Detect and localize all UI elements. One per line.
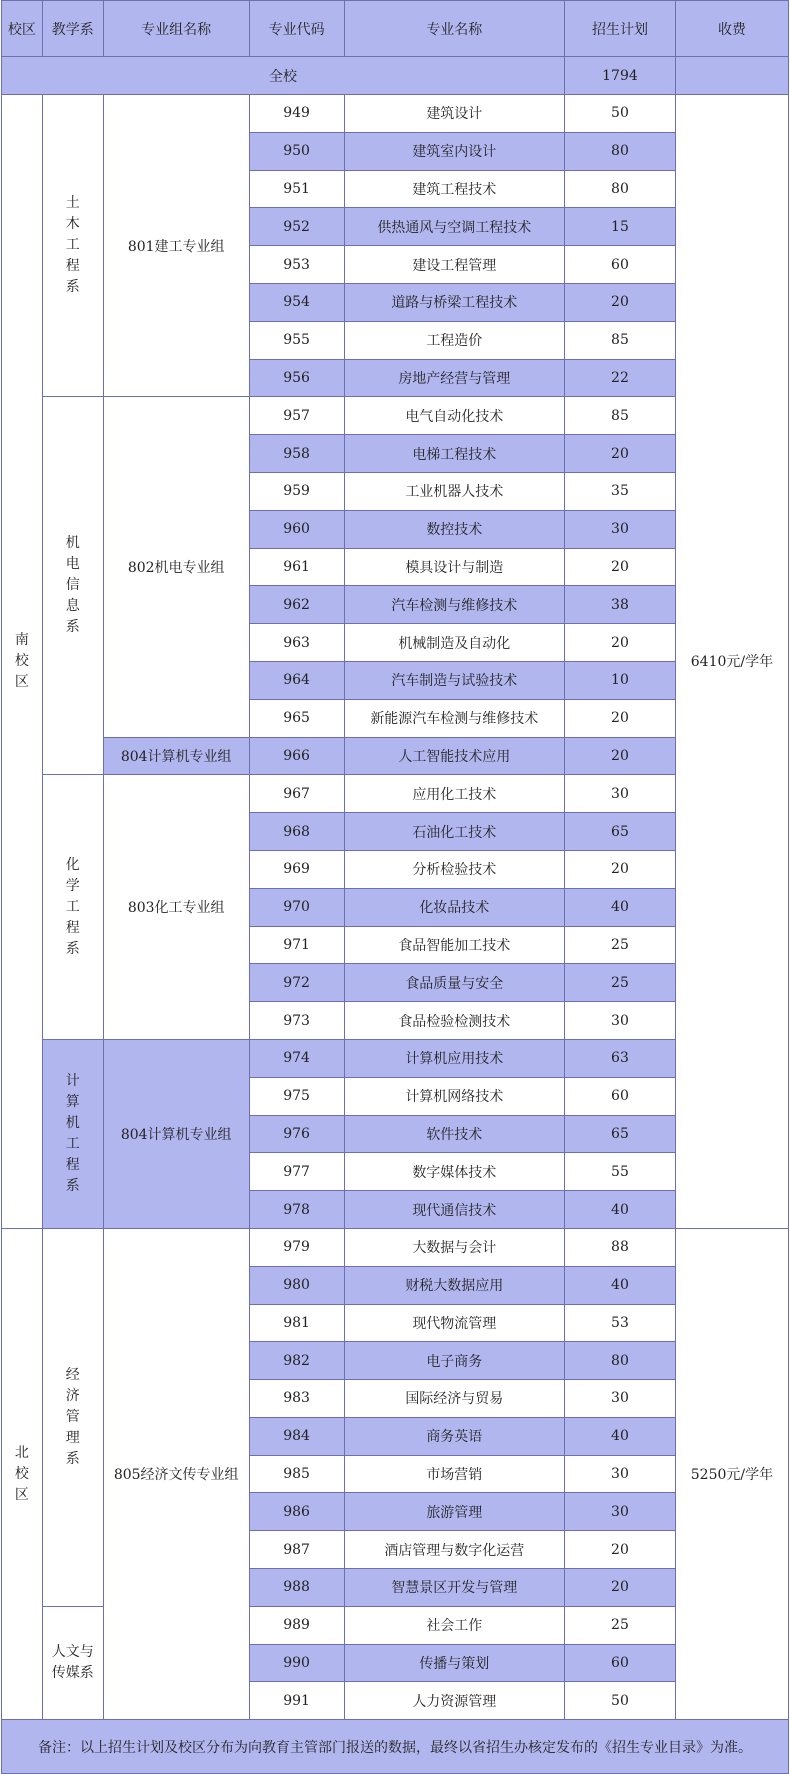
- enrollment-plan-cell: 40: [565, 1266, 676, 1304]
- enrollment-plan-cell: 35: [565, 472, 676, 510]
- department-name-char: 信: [65, 577, 80, 594]
- enrollment-plan-cell: 20: [565, 699, 676, 737]
- major-code-cell: 985: [249, 1455, 344, 1493]
- group-name-cell: 805经济文传专业组: [103, 1228, 249, 1719]
- major-code-cell: 984: [249, 1417, 344, 1455]
- table-row: [2, 737, 789, 775]
- major-name-cell: 数字媒体技术: [344, 1153, 564, 1191]
- major-code-cell: 955: [249, 321, 344, 359]
- major-name-cell: 市场营销: [344, 1455, 564, 1493]
- enrollment-plan-cell: 85: [565, 321, 676, 359]
- major-name-cell: 电气自动化技术: [344, 397, 564, 435]
- enrollment-plan-cell: 80: [565, 132, 676, 170]
- major-code-cell: 991: [249, 1682, 344, 1720]
- enrollment-plan-cell: 30: [565, 775, 676, 813]
- department-name-char: 程: [65, 919, 80, 936]
- total-row: [2, 57, 789, 95]
- major-code-cell: 974: [249, 1039, 344, 1077]
- major-name-cell: 房地产经营与管理: [344, 359, 564, 397]
- table-row: [2, 95, 789, 133]
- major-code-cell: 951: [249, 170, 344, 208]
- major-name-cell: 智慧景区开发与管理: [344, 1569, 564, 1607]
- major-name-cell: 食品检验检测技术: [344, 1002, 564, 1040]
- major-name-cell: 工业机器人技术: [344, 472, 564, 510]
- major-code-cell: 975: [249, 1077, 344, 1115]
- enrollment-plan-cell: 88: [565, 1228, 676, 1266]
- major-name-cell: 人力资源管理: [344, 1682, 564, 1720]
- enrollment-plan-cell: 50: [565, 1682, 676, 1720]
- enrollment-plan-cell: 40: [565, 1417, 676, 1455]
- major-code-cell: 964: [249, 661, 344, 699]
- major-code-cell: 990: [249, 1644, 344, 1682]
- enrollment-plan-cell: 38: [565, 586, 676, 624]
- major-name-cell: 机械制造及自动化: [344, 624, 564, 662]
- header-enrollment-plan: 招生计划: [565, 1, 676, 57]
- department-cell: [42, 1606, 103, 1719]
- major-name-cell: 应用化工技术: [344, 775, 564, 813]
- department-name-char: 济: [65, 1387, 80, 1404]
- major-code-cell: 962: [249, 586, 344, 624]
- major-name-cell: 电梯工程技术: [344, 435, 564, 473]
- enrollment-plan-cell: 10: [565, 661, 676, 699]
- major-name-cell: 模具设计与制造: [344, 548, 564, 586]
- major-code-cell: 965: [249, 699, 344, 737]
- department-name-char: 学: [65, 877, 80, 894]
- major-name-cell: 国际经济与贸易: [344, 1380, 564, 1418]
- enrollment-plan-cell: 25: [565, 926, 676, 964]
- department-cell: [42, 397, 103, 775]
- enrollment-plan-cell: 65: [565, 813, 676, 851]
- department-name-char: 系: [65, 1450, 80, 1467]
- enrollment-plan-cell: 20: [565, 1531, 676, 1569]
- department-name-char: 程: [65, 258, 80, 275]
- major-code-cell: 958: [249, 435, 344, 473]
- major-name-cell: 工程造价: [344, 321, 564, 359]
- department-name-char: 电: [65, 556, 80, 573]
- total-label: 全校: [2, 57, 565, 95]
- header-department: 教学系: [42, 1, 103, 57]
- major-name-cell: 人工智能技术应用: [344, 737, 564, 775]
- total-plan: 1794: [565, 57, 676, 95]
- table-row: [2, 397, 789, 435]
- department-name-char: 系: [65, 940, 80, 957]
- major-code-cell: 966: [249, 737, 344, 775]
- enrollment-plan-cell: 20: [565, 435, 676, 473]
- fee-cell: 6410元/学年: [675, 95, 788, 1229]
- department-name-char: 工: [65, 1135, 80, 1152]
- table-row: [2, 775, 789, 813]
- major-code-cell: 976: [249, 1115, 344, 1153]
- campus-name-char: 区: [14, 1486, 29, 1503]
- department-name-char: 息: [65, 598, 80, 615]
- enrollment-plan-cell: 63: [565, 1039, 676, 1077]
- major-name-cell: 计算机网络技术: [344, 1077, 564, 1115]
- major-code-cell: 982: [249, 1342, 344, 1380]
- major-name-cell: 财税大数据应用: [344, 1266, 564, 1304]
- enrollment-plan-cell: 55: [565, 1153, 676, 1191]
- major-name-cell: 社会工作: [344, 1606, 564, 1644]
- enrollment-plan-cell: 65: [565, 1115, 676, 1153]
- department-name-char: 计: [65, 1072, 80, 1089]
- enrollment-plan-cell: 60: [565, 246, 676, 284]
- header-row: [2, 1, 789, 57]
- department-cell: [42, 1039, 103, 1228]
- major-code-cell: 963: [249, 624, 344, 662]
- enrollment-plan-cell: 20: [565, 737, 676, 775]
- major-code-cell: 950: [249, 132, 344, 170]
- campus-cell: [2, 1228, 43, 1719]
- department-cell: [42, 1228, 103, 1606]
- department-name-char: 机: [65, 1114, 80, 1131]
- major-code-cell: 989: [249, 1606, 344, 1644]
- department-name-char: 机: [65, 535, 80, 552]
- campus-name-char: 北: [14, 1444, 29, 1461]
- major-code-cell: 970: [249, 888, 344, 926]
- major-name-cell: 现代通信技术: [344, 1191, 564, 1229]
- department-name-char: 木: [65, 216, 80, 233]
- department-name-char: 算: [65, 1093, 80, 1110]
- header-major-code: 专业代码: [249, 1, 344, 57]
- total-fee-empty: [675, 57, 788, 95]
- major-code-cell: 983: [249, 1380, 344, 1418]
- major-name-cell: 食品智能加工技术: [344, 926, 564, 964]
- admissions-table: [1, 0, 789, 1774]
- major-code-cell: 978: [249, 1191, 344, 1229]
- enrollment-plan-cell: 60: [565, 1644, 676, 1682]
- campus-name-char: 校: [14, 1465, 29, 1482]
- major-code-cell: 954: [249, 283, 344, 321]
- major-name-cell: 软件技术: [344, 1115, 564, 1153]
- major-code-cell: 971: [249, 926, 344, 964]
- major-code-cell: 952: [249, 208, 344, 246]
- enrollment-plan-cell: 20: [565, 850, 676, 888]
- enrollment-plan-cell: 30: [565, 1455, 676, 1493]
- major-name-cell: 大数据与会计: [344, 1228, 564, 1266]
- enrollment-plan-cell: 40: [565, 1191, 676, 1229]
- major-code-cell: 960: [249, 510, 344, 548]
- major-name-cell: 石油化工技术: [344, 813, 564, 851]
- major-code-cell: 988: [249, 1569, 344, 1607]
- group-name-cell: 804计算机专业组: [103, 1039, 249, 1228]
- enrollment-plan-cell: 20: [565, 283, 676, 321]
- enrollment-plan-cell: 15: [565, 208, 676, 246]
- enrollment-plan-cell: 80: [565, 1342, 676, 1380]
- major-name-cell: 酒店管理与数字化运营: [344, 1531, 564, 1569]
- major-code-cell: 967: [249, 775, 344, 813]
- department-name-char: 管: [65, 1408, 80, 1425]
- major-code-cell: 949: [249, 95, 344, 133]
- major-name-cell: 现代物流管理: [344, 1304, 564, 1342]
- department-name-char: 人文与: [51, 1644, 94, 1661]
- major-code-cell: 973: [249, 1002, 344, 1040]
- enrollment-plan-cell: 25: [565, 964, 676, 1002]
- major-code-cell: 959: [249, 472, 344, 510]
- major-name-cell: 供热通风与空调工程技术: [344, 208, 564, 246]
- department-name-char: 系: [65, 619, 80, 636]
- department-name-char: 土: [65, 195, 80, 212]
- enrollment-plan-cell: 25: [565, 1606, 676, 1644]
- major-name-cell: 新能源汽车检测与维修技术: [344, 699, 564, 737]
- campus-name-char: 校: [14, 652, 29, 669]
- enrollment-plan-cell: 40: [565, 888, 676, 926]
- major-name-cell: 化妆品技术: [344, 888, 564, 926]
- major-code-cell: 956: [249, 359, 344, 397]
- major-code-cell: 987: [249, 1531, 344, 1569]
- campus-name-char: 区: [14, 673, 29, 690]
- enrollment-plan-cell: 50: [565, 95, 676, 133]
- table-row: [2, 1228, 789, 1266]
- major-name-cell: 建筑室内设计: [344, 132, 564, 170]
- major-name-cell: 建筑设计: [344, 95, 564, 133]
- department-name-char: 化: [65, 856, 80, 873]
- enrollment-plan-cell: 53: [565, 1304, 676, 1342]
- enrollment-plan-cell: 30: [565, 1493, 676, 1531]
- campus-cell: [2, 95, 43, 1229]
- major-name-cell: 道路与桥梁工程技术: [344, 283, 564, 321]
- major-code-cell: 957: [249, 397, 344, 435]
- department-name-char: 工: [65, 237, 80, 254]
- major-name-cell: 电子商务: [344, 1342, 564, 1380]
- enrollment-plan-cell: 30: [565, 510, 676, 548]
- major-code-cell: 968: [249, 813, 344, 851]
- header-group-name: 专业组名称: [103, 1, 249, 57]
- group-name-cell: 803化工专业组: [103, 775, 249, 1040]
- major-name-cell: 汽车检测与维修技术: [344, 586, 564, 624]
- major-name-cell: 分析检验技术: [344, 850, 564, 888]
- enrollment-plan-cell: 20: [565, 1569, 676, 1607]
- department-name-char: 程: [65, 1156, 80, 1173]
- fee-cell: 5250元/学年: [675, 1228, 788, 1719]
- enrollment-plan-cell: 85: [565, 397, 676, 435]
- major-name-cell: 旅游管理: [344, 1493, 564, 1531]
- footnote: 备注：以上招生计划及校区分布为向教育主管部门报送的数据，最终以省招生办核定发布的《招生专业目录》为准。: [2, 1720, 789, 1774]
- major-code-cell: 972: [249, 964, 344, 1002]
- group-name-cell: 801建工专业组: [103, 95, 249, 397]
- major-name-cell: 传播与策划: [344, 1644, 564, 1682]
- department-name-char: 系: [65, 279, 80, 296]
- enrollment-plan-cell: 20: [565, 624, 676, 662]
- major-name-cell: 建筑工程技术: [344, 170, 564, 208]
- department-cell: [42, 95, 103, 397]
- major-code-cell: 969: [249, 850, 344, 888]
- table-row: [2, 1039, 789, 1077]
- department-cell: [42, 775, 103, 1040]
- major-code-cell: 953: [249, 246, 344, 284]
- header-fee: 收费: [675, 1, 788, 57]
- enrollment-plan-cell: 60: [565, 1077, 676, 1115]
- enrollment-plan-cell: 30: [565, 1002, 676, 1040]
- major-code-cell: 961: [249, 548, 344, 586]
- group-name-cell: 804计算机专业组: [103, 737, 249, 775]
- major-name-cell: 建设工程管理: [344, 246, 564, 284]
- major-name-cell: 汽车制造与试验技术: [344, 661, 564, 699]
- major-code-cell: 981: [249, 1304, 344, 1342]
- enrollment-plan-cell: 22: [565, 359, 676, 397]
- department-name-char: 系: [65, 1177, 80, 1194]
- department-name-char: 理: [65, 1429, 80, 1446]
- enrollment-plan-cell: 30: [565, 1380, 676, 1418]
- header-campus: 校区: [2, 1, 43, 57]
- enrollment-plan-cell: 80: [565, 170, 676, 208]
- note-row: [2, 1720, 789, 1774]
- enrollment-plan-cell: 20: [565, 548, 676, 586]
- major-name-cell: 数控技术: [344, 510, 564, 548]
- campus-name-char: 南: [14, 631, 29, 648]
- department-name-char: 传媒系: [51, 1665, 94, 1682]
- group-name-cell: 802机电专业组: [103, 397, 249, 737]
- major-code-cell: 977: [249, 1153, 344, 1191]
- major-name-cell: 商务英语: [344, 1417, 564, 1455]
- major-code-cell: 979: [249, 1228, 344, 1266]
- department-name-char: 经: [65, 1366, 80, 1383]
- major-code-cell: 980: [249, 1266, 344, 1304]
- major-code-cell: 986: [249, 1493, 344, 1531]
- major-name-cell: 计算机应用技术: [344, 1039, 564, 1077]
- department-name-char: 工: [65, 898, 80, 915]
- major-name-cell: 食品质量与安全: [344, 964, 564, 1002]
- header-major-name: 专业名称: [344, 1, 564, 57]
